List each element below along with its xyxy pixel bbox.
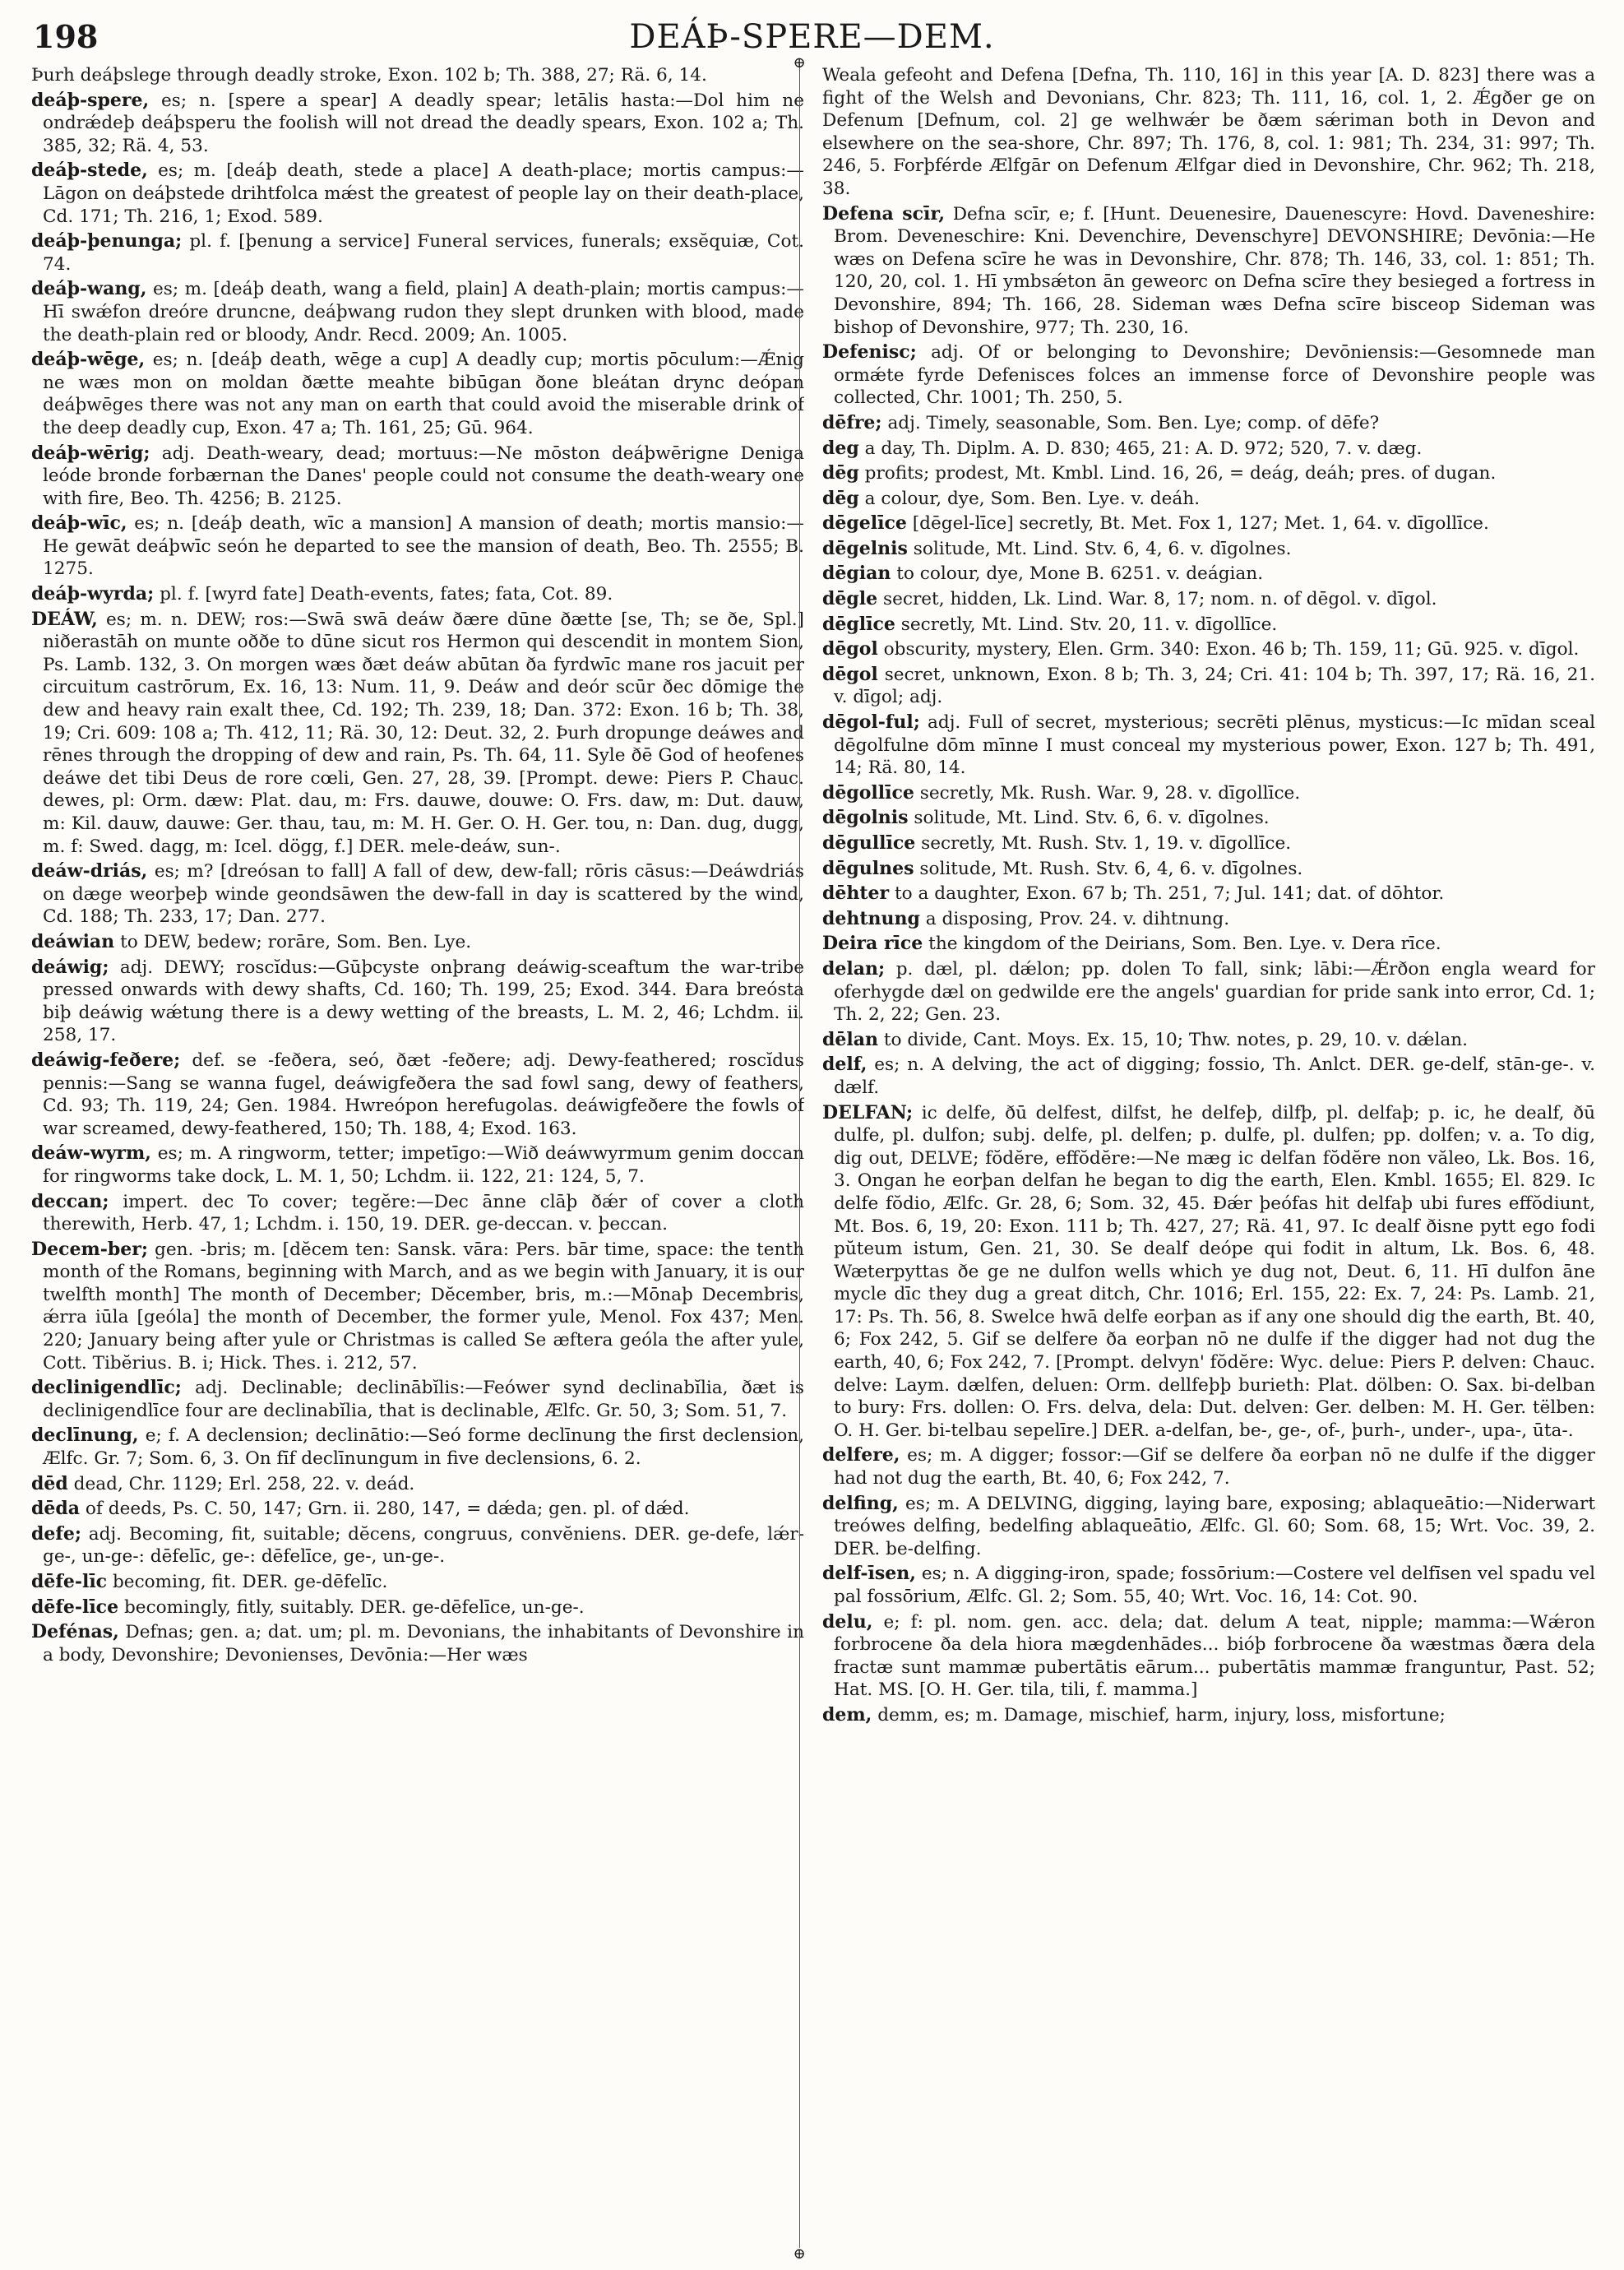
dictionary-entry <box>822 412 1595 435</box>
entry-text: ic delfe, ðū delfest, dilfst, he delfeþ, dilfþ, pl. delfaþ; p. ic, he dealf, ðū dulfe, pl. dulfon; subj. delfe, pl. delfen; p. dulfe, pl. dulfen; pp. dolfen; v. a. To dig, dig out, DELVE; fŏdĕre, effŏdĕre:—Ne mæg ic delfan fŏdĕre non văleo, Lk. Bos. 16, 3. Ongan he eorþan delfan he began to dig the earth, Elen. Kmbl. 1655; El. 829. Ic delfe fŏdio, Ælfc. Gr. 28, 6; Som. 32, 45. Ðǽr þeófas hit delfaþ ubi fures effŏdiunt, Mt. Bos. 6, 19, 20: Exon. 111 b; Th. 427, 27; Rä. 41, 97. Ic dealf ðisne pytt ego fodi pŭteum istum, Gen. 21, 30. Se dealf deópe qui fodit in altum, Lk. Bos. 6, 48. Wæterpyttas ðe ge ne dulfon wells which ye dug not, Deut. 6, 11. Hī dulfon āne mycle dīc they dug a great ditch, Chr. 1016; Erl. 155, 22: Ex. 7, 24: Ps. Lamb. 21, 17: Ps. Th. 56, 8. Swelce hwā delfe eorþan as if any one should dig the earth, Bt. 40, 6; Fox 242, 5. Gif se delfere ða eorþan nō ne dulfe if the digger had not dug the earth, 40, 6; Fox 242, 7. [Prompt. delvyn' fŏdĕre: Wyc. delue: Piers P. delven: Chauc. delve: Laym. dælfen, deluen: Orm. dellfeþþ burieth: Plat. dölben: O. Sax. bi-delban to bury: Frs. dollen: O. Frs. delva, dela: Dut. delven: Ger. delben: M. H. Ger. tëlben: O. H. Ger. bi-telbau sepelīre.] DER. a-delfan, be-, ge-, of-, þurh-, under-, upa-, ūta-. <box>834 1102 1595 1441</box>
entry-text: [dēgel-līce] secretly, Bt. Met. Fox 1, 127; Met. 1, 64. v. dīgollīce. <box>912 513 1489 535</box>
entry-headword: dehtnung <box>822 907 920 929</box>
entry-text: es; m? [dreósan to fall] A fall of dew, dew-fall; rōris cāsus:—Deáwdriás on dæge weorþeþ winde geondsāwen the dew-fall in day is scattered by the wind, Cd. 188; Th. 233, 17; Dan. 277. <box>43 861 804 928</box>
dictionary-entry <box>822 664 1595 709</box>
dictionary-entry <box>31 512 804 581</box>
entry-headword: defe; <box>31 1522 81 1545</box>
entry-text: es; n. [deáþ death, wēge a cup] A deadly cup; mortis pōculum:—Ǽnig ne wæs mon on moldan ðætte meahte bibūgan ðone bleátan drync deópan deáþwēges there was not any man on earth that could avoid the miserable drink of the deep deadly cup, Exon. 47 a; Th. 161, 25; Gū. 964. <box>43 350 804 438</box>
entry-headword: dēgelnis <box>822 537 908 559</box>
dictionary-entry <box>822 1102 1595 1443</box>
entry-text: to a daughter, Exon. 67 b; Th. 251, 7; Jul. 141; dat. of dōhtor. <box>895 883 1445 905</box>
dictionary-entry <box>31 1498 804 1521</box>
dictionary-entry <box>31 230 804 276</box>
dictionary-entry <box>31 957 804 1047</box>
dictionary-entry <box>822 908 1595 931</box>
dictionary-entry <box>822 638 1595 661</box>
entry-text: pl. f. [wyrd fate] Death-events, fates; fata, Cot. 89. <box>160 584 613 605</box>
entry-headword: dēg <box>822 487 859 509</box>
dictionary-entry <box>822 1493 1595 1561</box>
entry-headword: dēgol-ful; <box>822 711 920 734</box>
entry-text: secretly, Mt. Rush. Stv. 1, 19. v. dīgollīce. <box>921 833 1292 854</box>
entry-text: secretly, Mt. Lind. Stv. 20, 11. v. dīgollīce. <box>900 614 1278 635</box>
dictionary-entry <box>31 1049 804 1140</box>
entry-headword: dēgullīce <box>822 832 916 854</box>
dictionary-entry <box>31 1377 804 1422</box>
entry-headword: Defena scīr, <box>822 202 946 225</box>
entry-headword: declinigendlīc; <box>31 1377 182 1399</box>
entry-text: pl. f. [þenung a service] Funeral services, funerals; exsĕquiæ, Cot. 74. <box>43 231 804 275</box>
entry-text: es; n. [deáþ death, wīc a mansion] A mansion of death; mortis mansio:—He gewāt deáþwīc seón he departed to see the mansion of death, Beo. Th. 2555; B. 1275. <box>43 513 804 580</box>
dictionary-entry <box>822 1563 1595 1608</box>
entry-text: solitude, Mt. Rush. Stv. 6, 4, 6. v. dīgolnes. <box>919 858 1303 879</box>
entry-headword: dem, <box>822 1703 872 1726</box>
entry-headword: dēgol <box>822 638 878 660</box>
dictionary-entry <box>822 1054 1595 1099</box>
dictionary-entry <box>822 1611 1595 1702</box>
entry-headword: dēgulnes <box>822 857 914 879</box>
entry-headword: Deira rīce <box>822 933 923 955</box>
entry-headword: deáþ-þenunga; <box>31 230 183 252</box>
running-head: DEÁÞ-SPERE—DEM. <box>629 18 995 56</box>
entry-text: to divide, Cant. Moys. Ex. 15, 10; Thw. notes, p. 29, 10. v. dǽlan. <box>883 1029 1469 1050</box>
page-header <box>33 18 1591 54</box>
entry-headword: dēgian <box>822 563 891 585</box>
entry-headword: dēg <box>822 462 859 484</box>
entry-text: adj. Death-weary, dead; mortuus:—Ne mōston deáþwērigne Deniga leóde bronde forbærnan the Danes' people could not consume the death-weary one with fire, Beo. Th. 4256; B. 2125. <box>43 442 804 509</box>
entry-text: demm, es; m. Damage, mischief, harm, injury, loss, misfortune; <box>877 1704 1446 1726</box>
entry-headword: deáþ-wyrda; <box>31 583 155 605</box>
dictionary-entry <box>31 1523 804 1568</box>
entry-headword: DEÁW, <box>31 608 98 630</box>
entry-text: es; m. n. DEW; ros:—Swā swā deáw ðære dūne ðætte [se, Th; se ðe, Spl.] niðerastāh on munte oððe to dūne sicut ros Hermon qui descendit in montem Sion, Ps. Lamb. 132, 3. On morgen wæs ðæt deáw abūtan ða fyrdwīc mane ros jacuit per circuitum castrōrum, Ex. 16, 13: Num. 11, 9. Deáw and deór scūr ðec dōmige the dew and heavy rain exalt thee, Cd. 192; Th. 239, 18; Dan. 372: Exon. 16 b; Th. 38, 19; Cri. 609: 108 a; Th. 412, 11; Rä. 30, 12: Deut. 32, 2. Þurh dropunge deáwes and rēnes through the dropping of dew and rain, Ps. Th. 64, 11. Syle ðē God of heofenes deáwe det tibi Deus de rore cœli, Gen. 27, 28, 39. [Prompt. dewe: Piers P. Chauc. dewes, pl: Orm. dæw: Plat. dau, m: Frs. dauwe, douwe: O. Frs. daw, m: Dut. dauw, m: Kil. dauw, dauwe: Ger. thau, tau, m: M. H. Ger. O. H. Ger. tou, n: Dan. dug, dugg, m. f: Swed. dagg, m: Icel. dögg, f.] DER. mele-deáw, sun-. <box>43 609 804 857</box>
dictionary-entry <box>822 512 1595 535</box>
entry-headword: delfere, <box>822 1444 900 1466</box>
entry-headword: dēgollīce <box>822 781 914 804</box>
dictionary-entry <box>822 64 1595 201</box>
dictionary-entry <box>822 782 1595 805</box>
entry-text: becomingly, fitly, suitably. DER. ge-dēfelīce, un-ge-. <box>123 1596 585 1618</box>
entry-text: es; m. [deáþ death, wang a field, plain] A death-plain; mortis campus:—Hī swǽfon dreóre druncne, deáþwang rudon they slept drunken with blood, made the death-plain red or bloody, Andr. Recd. 2009; An. 1005. <box>43 279 804 345</box>
entry-headword: dēd <box>31 1472 68 1494</box>
entry-headword: dēfre; <box>822 411 882 433</box>
dictionary-entry <box>822 563 1595 586</box>
entry-headword: dēgle <box>822 588 878 610</box>
dictionary-entry <box>822 807 1595 830</box>
entry-headword: delfing, <box>822 1492 899 1514</box>
dictionary-entry <box>31 349 804 439</box>
dictionary-entry <box>31 860 804 929</box>
entry-headword: deáwig-feðere; <box>31 1049 181 1071</box>
entry-text: a disposing, Prov. 24. v. dihtnung. <box>925 908 1230 929</box>
entry-text: solitude, Mt. Lind. Stv. 6, 6. v. dīgolnes. <box>914 808 1270 829</box>
left-column <box>31 64 804 2252</box>
entry-text: adj. Becoming, fit, suitable; dĕcens, congruus, convĕniens. DER. ge-defe, lǽr-ge-, un-ge-: dēfelīc, ge-: dēfelīce, ge-, un-ge-. <box>43 1523 804 1568</box>
dictionary-entry <box>822 341 1595 410</box>
entry-text: obscurity, mystery, Elen. Grm. 340: Exon. 46 b; Th. 159, 11; Gū. 925. v. dīgol. <box>883 639 1580 660</box>
dictionary-entry <box>822 711 1595 780</box>
entry-text: adj. Timely, seasonable, Som. Ben. Lye; comp. of dēfe? <box>887 412 1380 433</box>
entry-text: adj. DEWY; roscĭdus:—Gūþcyste onþrang deáwig-sceaftum the war-tribe pressed onwards with dewy shafts, Cd. 160; Th. 199, 25; Exod. 344. Ðara breósta biþ deáwig wǽtung there is a dewy wetting of the breasts, L. M. 2, 46; Lchdm. ii. 258, 17. <box>43 957 804 1046</box>
dictionary-entry <box>31 442 804 511</box>
entry-text: es; m. A digger; fossor:—Gif se delfere ða eorþan nō ne dulfe if the digger had not dug the earth, Bt. 40, 6; Fox 242, 7. <box>834 1445 1595 1489</box>
dictionary-entry <box>31 278 804 346</box>
dictionary-entry <box>31 609 804 859</box>
dictionary-entry <box>31 1621 804 1666</box>
entry-headword: deáþ-wērig; <box>31 442 150 464</box>
entry-headword: dēhter <box>822 883 890 905</box>
entry-headword: delf-īsen, <box>822 1563 916 1585</box>
dictionary-entry <box>31 1473 804 1496</box>
dictionary-entry <box>822 462 1595 485</box>
dictionary-entry <box>822 883 1595 906</box>
entry-text: gen. -bris; m. [dĕcem ten: Sansk. vāra: Pers. bār time, space: the tenth month of the Romans, beginning with March, and as we begin with January, it is our twelfth month] The month of December; Dĕcember, bris, m.:—Mōnaþ Decembris, ǽrra iūla [geóla] the month of December, the former yule, Menol. Fox 437; Men. 220; January being after yule or Christmas is called Se æftera geóla the after yule, Cott. Tibĕrius. B. i; Hick. Thes. i. 212, 57. <box>43 1239 804 1374</box>
dictionary-entry <box>31 1239 804 1375</box>
dictionary-entry <box>822 1704 1595 1727</box>
dictionary-entry <box>31 1425 804 1470</box>
entry-text: a colour, dye, Som. Ben. Lye. v. deáh. <box>864 488 1201 509</box>
entry-text: secretly, Mk. Rush. War. 9, 28. v. dīgollīce. <box>919 782 1301 804</box>
entry-headword: delan; <box>822 957 886 980</box>
entry-text: e; f. A declension; declinātio:—Seó forme declīnung the first declension, Ælfc. Gr. 7; Som. 6, 3. On fīf declīnungum in five declensions, 6. 2. <box>43 1425 804 1470</box>
dictionary-entry <box>822 614 1595 637</box>
entry-text: es; m. [deáþ death, stede a place] A death-place; mortis campus:—Lāgon on deáþstede drihtfolca mǽst the greatest of people lay on their death-place, Cd. 171; Th. 216, 1; Exod. 589. <box>43 160 804 227</box>
entry-text: solitude, Mt. Lind. Stv. 6, 4, 6. v. dīgolnes. <box>913 538 1292 559</box>
entry-text: es; n. A digging-iron, spade; fossōrium:—Costere vel delfīsen vel spadu vel pal fossōrium, Ælfc. Gl. 2; Som. 55, 40; Wrt. Voc. 16, 14: Cot. 90. <box>834 1564 1595 1607</box>
dictionary-entry <box>822 203 1595 340</box>
entry-headword: dēfe-līce <box>31 1596 119 1618</box>
column-divider <box>799 64 800 2248</box>
entry-text: Defna scīr, e; f. [Hunt. Deuenesire, Dauenescyre: Hovd. Daveneshire: Brom. Deveneschire: Kni. Devenchire, Devenschyre] DEVONSHIRE; Devōnia:—He wæs on Defena scīre he was in Devonshire, Chr. 878; Th. 146, 33, col. 1: 851; Th. 120, 20, col. 1. Hī ymbsǽton ān geweorc on Defna scīre they besieged a fortress in Devonshire, 894; Th. 166, 28. Sideman wæs Defna scīre bisceop Sideman was bishop of Devonshire, 977; Th. 230, 16. <box>834 203 1595 338</box>
entry-text: secret, hidden, Lk. Lind. War. 8, 17; nom. n. of dēgol. v. dīgol. <box>883 589 1437 610</box>
entry-headword: deáwian <box>31 930 115 952</box>
entry-headword: delf, <box>822 1054 868 1076</box>
dictionary-entry <box>31 1191 804 1236</box>
dictionary-entry <box>31 160 804 228</box>
column-ornament-bottom: ⊕ <box>793 2245 806 2263</box>
dictionary-entry <box>822 933 1595 956</box>
entry-headword: deccan; <box>31 1190 109 1212</box>
entry-text: Weala gefeoht and Defena [Defna, Th. 110, 16] in this year [A. D. 823] there was a fight of the Welsh and Devonians, Chr. 823; Th. 111, 16, col. 1, 2. Ǽgðer ge on Defenum [Defnum, col. 2] ge welhwǽr be ðæm sǽriman both in Devon and elsewhere on the sea-shore, Chr. 897; Th. 176, 8, col. 1: 981; Th. 234, 31: 997; Th. 246, 5. Forþférde Ælfgār on Defenum Ælfgar died in Devonshire, Chr. 962; Th. 218, 38. <box>822 65 1595 199</box>
dictionary-entry <box>31 1142 804 1188</box>
entry-text: to DEW, bedew; rorāre, Som. Ben. Lye. <box>120 931 472 952</box>
entry-text: the kingdom of the Deirians, Som. Ben. Lye. v. Dera rīce. <box>928 933 1441 955</box>
entry-text: impert. dec To cover; tegĕre:—Dec ānne clāþ ðǽr of cover a cloth therewith, Herb. 47, 1; Lchdm. i. 150, 19. DER. ge-deccan. v. þeccan. <box>43 1191 804 1235</box>
entry-headword: dēgolnis <box>822 807 909 829</box>
entry-headword: DELFAN; <box>822 1101 914 1123</box>
dictionary-entry <box>822 858 1595 881</box>
entry-text: adj. Declinable; declinābĭlis:—Feówer synd declinabĭlia, ðæt is declinigendlīce four are declinabĭlia, that is declinable, Ælfc. Gr. 50, 3; Som. 51, 7. <box>43 1378 804 1421</box>
entry-text: adj. Of or belonging to Devonshire; Devōniensis:—Gesomnede man ormǽte fyrde Defenisces folces an immense force of Devonshire people was collected, Chr. 1001; Th. 250, 5. <box>834 342 1595 409</box>
entry-text: p. dæl, pl. dǽlon; pp. dolen To fall, sink; lābi:—Ǽrðon engla weard for oferhygde dæl on gedwilde ere the angels' guardian for pride sank into error, Cd. 1; Th. 2, 22; Gen. 23. <box>834 958 1595 1026</box>
dictionary-entry <box>31 1571 804 1594</box>
dictionary-entry <box>822 438 1595 461</box>
entry-headword: dēgol <box>822 663 878 685</box>
entry-headword: deáþ-wang, <box>31 278 147 300</box>
dictionary-entry <box>31 1596 804 1619</box>
entry-headword: Decem-ber; <box>31 1238 148 1260</box>
dictionary-entry <box>822 958 1595 1026</box>
entry-headword: dēgelīce <box>822 512 907 535</box>
dictionary-entry <box>31 583 804 606</box>
dictionary-entry <box>822 1444 1595 1489</box>
entry-headword: Defénas, <box>31 1621 119 1643</box>
entry-text: es; m. A DELVING, digging, laying bare, exposing; ablaqueātio:—Niderwart treówes delfing, bedelfing ablaqueātio, Ælfc. Gl. 60; Som. 68, 15; Wrt. Voc. 39, 2. DER. be-delfing. <box>834 1493 1595 1559</box>
entry-text: es; n. [spere a spear] A deadly spear; letālis hasta:—Dol him ne ondrǽdeþ deáþsperu the foolish will not dread the deadly spears, Exon. 102 a; Th. 385, 32; Rä. 4, 53. <box>43 90 804 156</box>
dictionary-entry <box>822 588 1595 611</box>
entry-headword: deáþ-wēge, <box>31 349 146 371</box>
entry-headword: dēglīce <box>822 613 895 635</box>
entry-text: Defnas; gen. a; dat. um; pl. m. Devonians, the inhabitants of Devonshire in a body, Devonshire; Devonienses, Devōnia:—Her wæs <box>43 1622 804 1665</box>
entry-text: profits; prodest, Mt. Kmbl. Lind. 16, 26, = deág, deáh; pres. of dugan. <box>864 463 1497 484</box>
right-column <box>822 64 1595 2252</box>
entry-text: Þurh deáþslege through deadly stroke, Exon. 102 b; Th. 388, 27; Rä. 6, 14. <box>31 65 707 86</box>
entry-headword: deáþ-wīc, <box>31 512 127 535</box>
entry-headword: deáw-driás, <box>31 860 148 883</box>
entry-text: becoming, fit. DER. ge-dēfelīc. <box>112 1572 388 1592</box>
entry-headword: deáw-wyrm, <box>31 1142 151 1165</box>
entry-text: adj. Full of secret, mysterious; secrēti plēnus, mysticus:—Ic mīdan sceal dēgolfulne dōm mīnne I must conceal my mysterious power, Exon. 127 b; Th. 491, 14; Rä. 80, 14. <box>834 712 1595 779</box>
entry-text: e; f: pl. nom. gen. acc. dela; dat. delum A teat, nipple; mamma:—Wǽron forbrocene ða dela hiora mægdenhādes... bióþ forbrocene ða wæstmas ðæra dela fractæ sunt mammæ pubertātis eārum... pubertātis mammæ franguntur, Past. 52; Hat. MS. [O. H. Ger. tila, tili, f. mamma.] <box>834 1611 1595 1701</box>
entry-headword: Defenisc; <box>822 341 917 364</box>
entry-headword: delu, <box>822 1610 873 1633</box>
dictionary-entry <box>31 931 804 954</box>
entry-text: es; n. A delving, the act of digging; fossio, Th. Anlct. DER. ge-delf, stān-ge-. v. dælf. <box>834 1054 1595 1098</box>
dictionary-entry <box>31 90 804 158</box>
entry-text: to colour, dye, Mone B. 6251. v. deágian. <box>896 563 1264 585</box>
entry-text: a day, Th. Diplm. A. D. 830; 465, 21: A. D. 972; 520, 7. v. dæg. <box>864 438 1423 459</box>
entry-headword: deáþ-spere, <box>31 89 150 111</box>
entry-text: secret, unknown, Exon. 8 b; Th. 3, 24; Cri. 41: 104 b; Th. 397, 17; Rä. 16, 21. v. dīgol; adj. <box>834 664 1595 708</box>
entry-text: dead, Chr. 1129; Erl. 258, 22. v. deád. <box>73 1473 415 1494</box>
entry-headword: deáþ-stede, <box>31 160 148 182</box>
entry-headword: deg <box>822 437 859 459</box>
entry-text: of deeds, Ps. C. 50, 147; Grn. ii. 280, 147, = dǽda; gen. pl. of dǽd. <box>85 1499 690 1520</box>
dictionary-entry <box>822 538 1595 561</box>
entry-headword: deáwig; <box>31 956 109 978</box>
entry-headword: dēlan <box>822 1028 878 1050</box>
page-number: 198 <box>33 18 99 55</box>
dictionary-entry <box>822 488 1595 511</box>
entry-headword: dēfe-līc <box>31 1571 108 1592</box>
entry-text: def. se -feðera, seó, ðæt -feðere; adj. Dewy-feathered; roscĭdus pennis:—Sang se wanna fugel, deáwigfeðera the sad fowl sang, dewy of feathers, Cd. 93; Th. 119, 24; Gen. 1984. Hwreópon herefugolas. deáwigfeðere the fowls of war screamed, dewy-feathered, 150; Th. 188, 4; Exod. 163. <box>43 1049 804 1139</box>
dictionary-entry <box>822 832 1595 855</box>
dictionary-entry <box>822 1029 1595 1052</box>
entry-headword: dēda <box>31 1498 81 1520</box>
dictionary-entry <box>31 64 804 87</box>
entry-headword: declīnung, <box>31 1425 139 1447</box>
entry-text: es; m. A ringworm, tetter; impetīgo:—Wið deáwwyrmum genim doccan for ringworms take dock, L. M. 1, 50; Lchdm. ii. 122, 21: 124, 5, 7. <box>43 1143 804 1187</box>
column-ornament-top: ⊕ <box>793 54 806 72</box>
